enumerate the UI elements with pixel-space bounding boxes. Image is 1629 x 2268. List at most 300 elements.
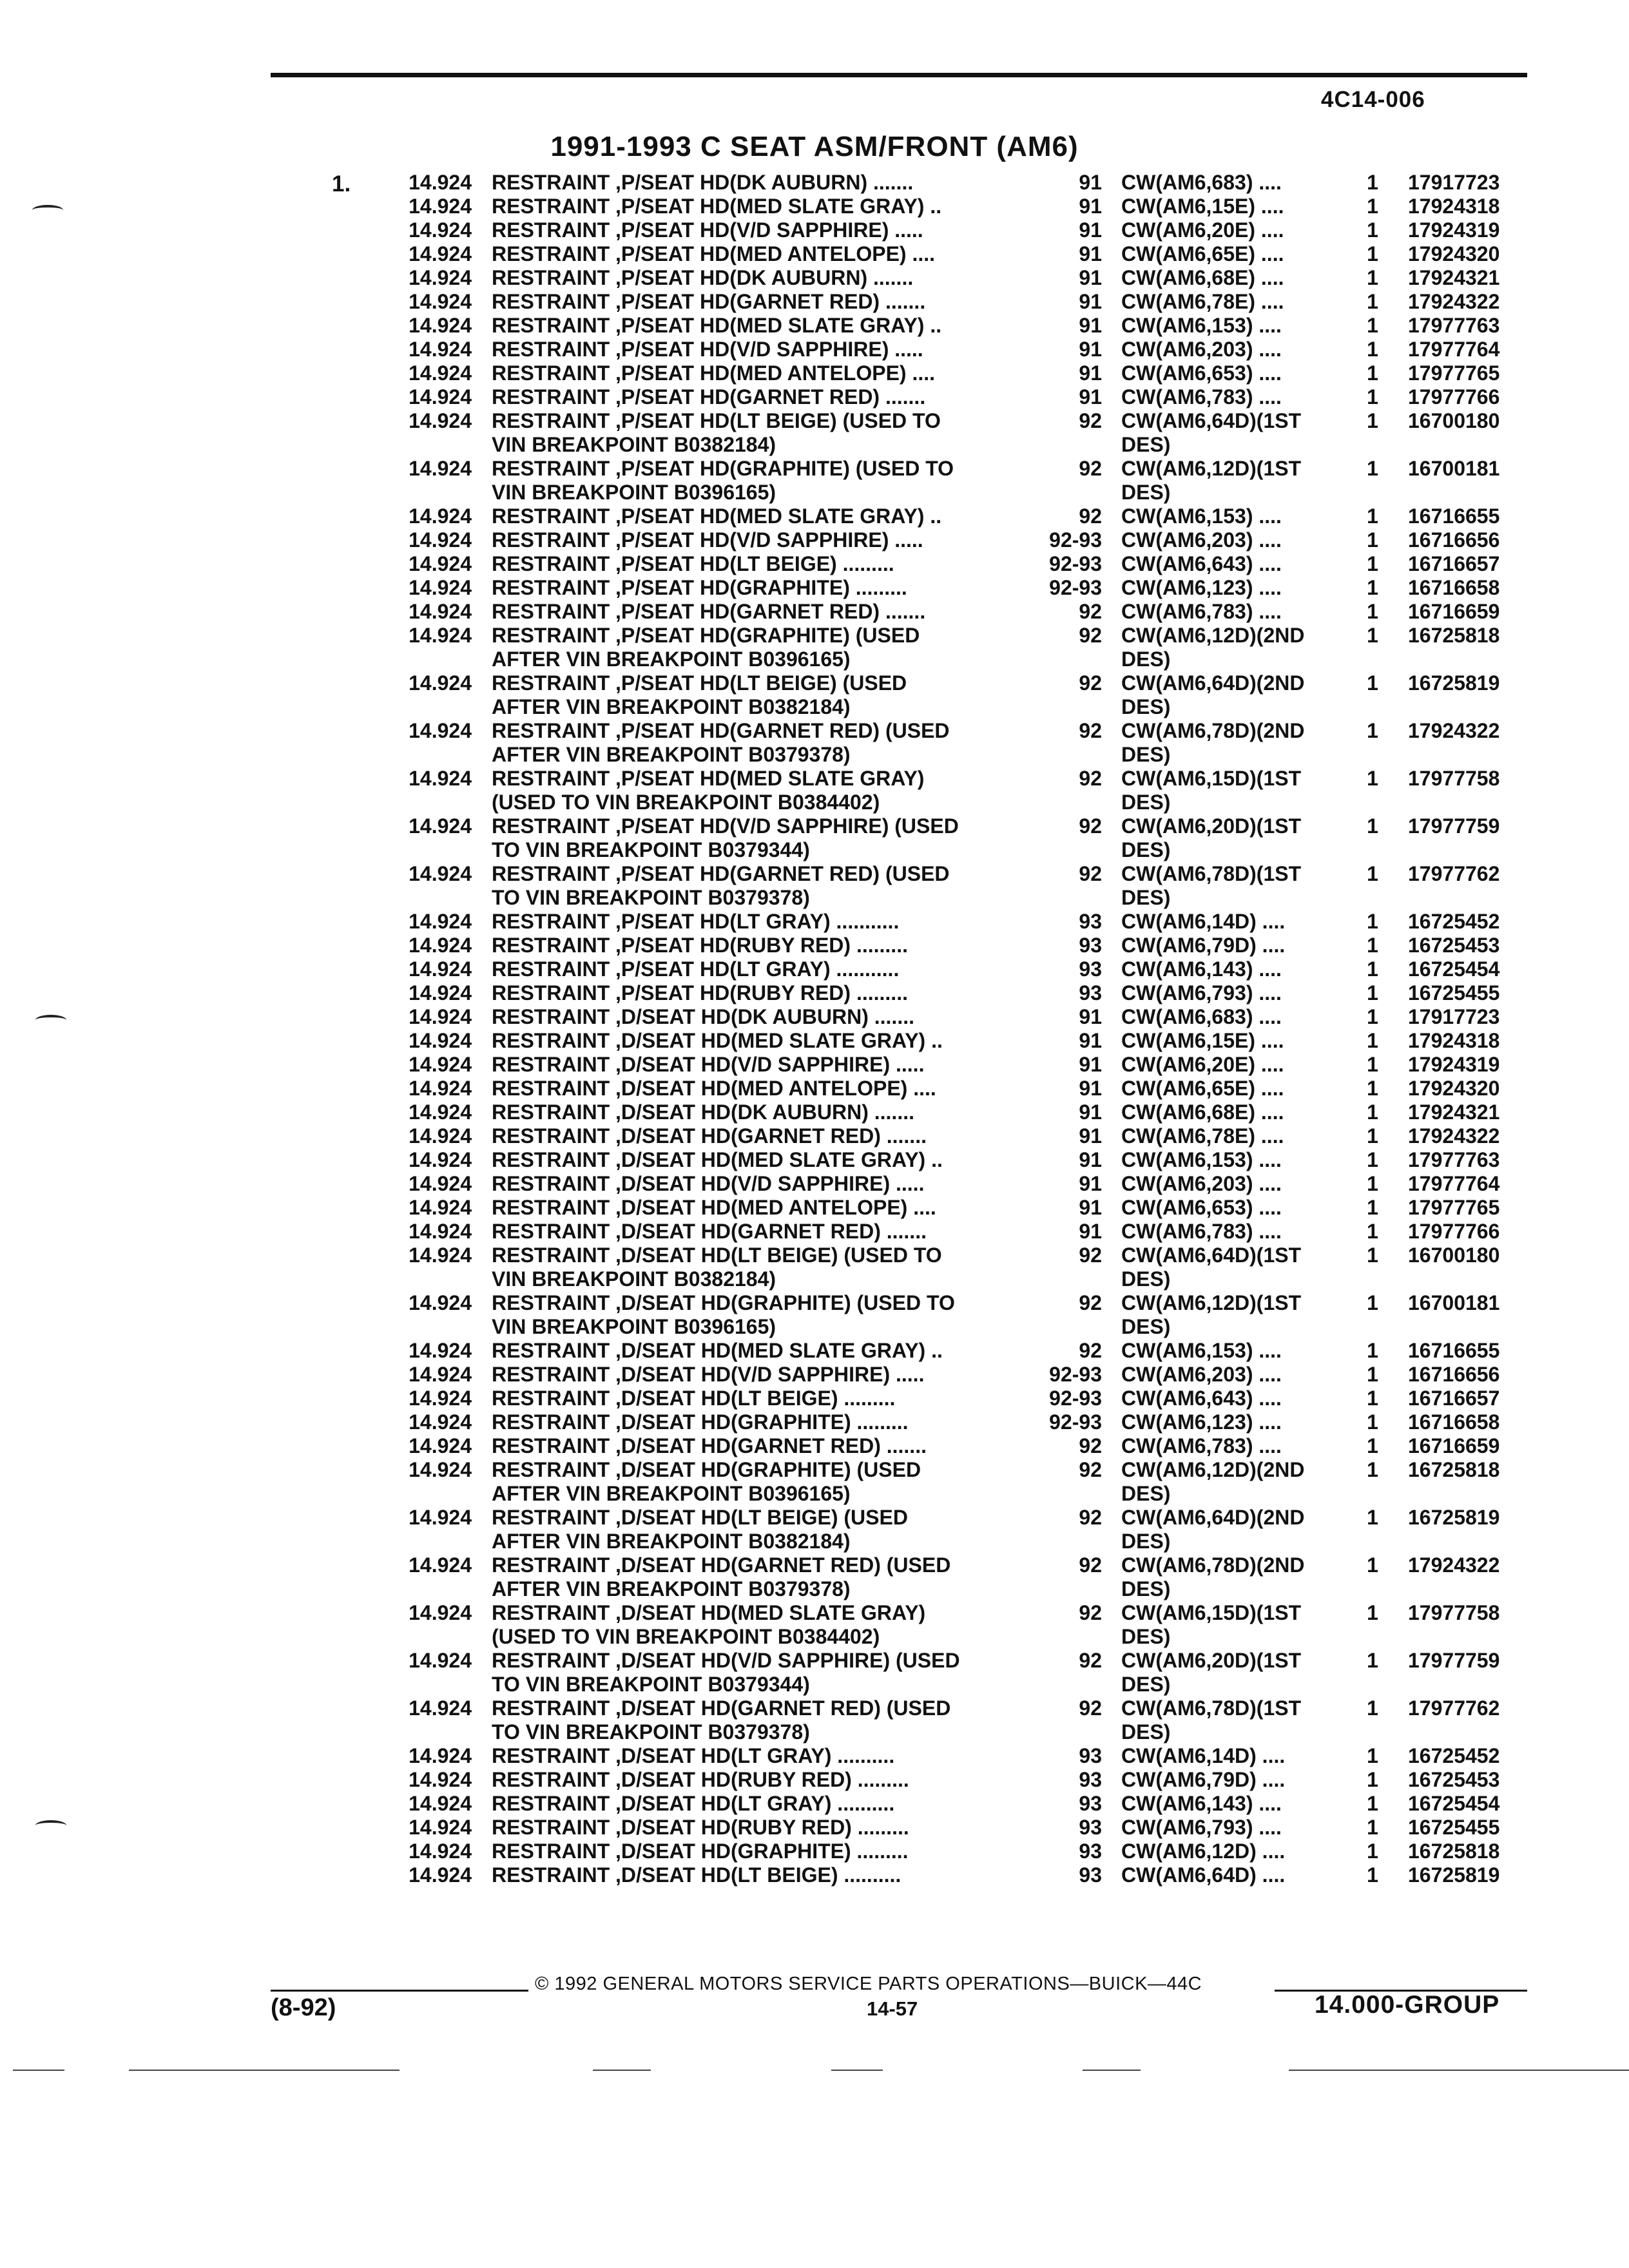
usage-reference: CW(AM6,643) .... (1121, 1387, 1282, 1410)
quantity: 1 (1367, 1005, 1378, 1028)
scan-line (13, 2070, 64, 2071)
usage-reference: CW(AM6,20E) .... (1121, 1053, 1284, 1076)
part-group-code: 14.924 (409, 218, 472, 242)
part-description: RESTRAINT ,D/SEAT HD(LT GRAY) .......... (492, 1792, 895, 1815)
table-row (0, 1363, 1629, 1387)
quantity: 1 (1367, 338, 1378, 361)
footer-date-code: (8-92) (271, 1994, 336, 2021)
quantity: 1 (1367, 242, 1378, 265)
quantity: 1 (1367, 1339, 1378, 1362)
part-group-code: 14.924 (409, 1434, 472, 1457)
part-number: 16725818 (1408, 1458, 1500, 1481)
usage-reference: CW(AM6,12D) .... (1121, 1840, 1286, 1863)
table-row (0, 1100, 1629, 1124)
part-description: RESTRAINT ,P/SEAT HD(RUBY RED) ......... (492, 934, 908, 957)
table-row (0, 719, 1629, 767)
model-years: 93 (1079, 1792, 1102, 1815)
part-group-code: 14.924 (409, 1244, 472, 1267)
table-row (0, 1029, 1629, 1053)
usage-reference: CW(AM6,15D)(1ST DES) (1121, 1601, 1302, 1648)
part-number: 16716658 (1408, 576, 1500, 599)
part-group-code: 14.924 (409, 1840, 472, 1863)
part-description: RESTRAINT ,P/SEAT HD(V/D SAPPHIRE) ..... (492, 338, 923, 361)
model-years: 92 (1079, 1696, 1102, 1720)
part-number: 17977765 (1408, 1196, 1500, 1219)
part-group-code: 14.924 (409, 600, 472, 623)
usage-reference: CW(AM6,683) .... (1121, 171, 1282, 194)
part-number: 16725453 (1408, 1768, 1500, 1791)
part-group-code: 14.924 (409, 910, 472, 933)
model-years: 92-93 (1049, 1363, 1102, 1386)
usage-reference: CW(AM6,14D) .... (1121, 1744, 1286, 1767)
model-years: 91 (1079, 242, 1102, 265)
model-years: 92 (1079, 1553, 1102, 1577)
part-group-code: 14.924 (409, 862, 472, 885)
part-group-code: 14.924 (409, 934, 472, 957)
part-number: 17977763 (1408, 314, 1500, 337)
table-row (0, 171, 1629, 195)
quantity: 1 (1367, 457, 1378, 480)
part-number: 16716656 (1408, 1363, 1500, 1386)
model-years: 92 (1079, 457, 1102, 480)
part-number: 17924321 (1408, 1100, 1500, 1124)
part-description: RESTRAINT ,D/SEAT HD(V/D SAPPHIRE) ..... (492, 1053, 925, 1076)
model-years: 92 (1079, 624, 1102, 647)
part-group-code: 14.924 (409, 957, 472, 981)
table-row (0, 1220, 1629, 1244)
part-group-code: 14.924 (409, 767, 472, 790)
part-number: 17924322 (1408, 1124, 1500, 1148)
part-description: RESTRAINT ,P/SEAT HD(LT GRAY) ........... (492, 957, 900, 981)
part-number: 17924321 (1408, 266, 1500, 289)
quantity: 1 (1367, 1148, 1378, 1171)
part-group-code: 14.924 (409, 1744, 472, 1767)
part-number: 17977765 (1408, 361, 1500, 385)
part-number: 17977764 (1408, 338, 1500, 361)
model-years: 91 (1079, 266, 1102, 289)
usage-reference: CW(AM6,15D)(1ST DES) (1121, 767, 1302, 814)
model-years: 91 (1079, 361, 1102, 385)
table-row (0, 1506, 1629, 1553)
model-years: 91 (1079, 1196, 1102, 1219)
part-description: RESTRAINT ,D/SEAT HD(V/D SAPPHIRE) ..... (492, 1172, 925, 1195)
table-row (0, 1768, 1629, 1792)
part-number: 17924319 (1408, 1053, 1500, 1076)
model-years: 92 (1079, 600, 1102, 623)
part-number: 17977758 (1408, 1601, 1500, 1624)
part-group-code: 14.924 (409, 195, 472, 218)
part-description: RESTRAINT ,P/SEAT HD(GARNET RED) ....... (492, 385, 926, 408)
table-row (0, 1339, 1629, 1363)
part-description: RESTRAINT ,D/SEAT HD(RUBY RED) ......... (492, 1768, 909, 1791)
item-number: 1. (332, 171, 351, 197)
quantity: 1 (1367, 1458, 1378, 1481)
quantity: 1 (1367, 266, 1378, 289)
part-group-code: 14.924 (409, 1339, 472, 1362)
model-years: 91 (1079, 314, 1102, 337)
model-years: 92 (1079, 1291, 1102, 1314)
model-years: 93 (1079, 981, 1102, 1004)
part-number: 17924318 (1408, 1029, 1500, 1052)
quantity: 1 (1367, 600, 1378, 623)
part-description: RESTRAINT ,D/SEAT HD(V/D SAPPHIRE) ..... (492, 1363, 925, 1386)
part-group-code: 14.924 (409, 1410, 472, 1434)
model-years: 91 (1079, 1148, 1102, 1171)
usage-reference: CW(AM6,12D)(2ND DES) (1121, 624, 1305, 671)
model-years: 92-93 (1049, 552, 1102, 575)
part-group-code: 14.924 (409, 1601, 472, 1624)
usage-reference: CW(AM6,143) .... (1121, 957, 1282, 981)
part-number: 16700180 (1408, 409, 1500, 432)
part-number: 16725453 (1408, 934, 1500, 957)
part-description: RESTRAINT ,D/SEAT HD(MED SLATE GRAY) .. (492, 1339, 943, 1362)
part-description: RESTRAINT ,D/SEAT HD(GARNET RED) (USED AFTER VIN BREAKPOINT B0379378) (492, 1553, 951, 1600)
quantity: 1 (1367, 505, 1378, 528)
table-row (0, 814, 1629, 862)
table-row (0, 1196, 1629, 1220)
part-group-code: 14.924 (409, 266, 472, 289)
part-description: RESTRAINT ,P/SEAT HD(LT GRAY) ........... (492, 910, 900, 933)
footer-copyright: © 1992 GENERAL MOTORS SERVICE PARTS OPERATIONS—BUICK—44C (535, 1974, 1202, 1994)
part-group-code: 14.924 (409, 1768, 472, 1791)
model-years: 93 (1079, 910, 1102, 933)
part-description: RESTRAINT ,P/SEAT HD(MED SLATE GRAY) .. (492, 505, 942, 528)
part-description: RESTRAINT ,D/SEAT HD(GRAPHITE) ......... (492, 1840, 909, 1863)
quantity: 1 (1367, 552, 1378, 575)
table-row (0, 1291, 1629, 1339)
table-row (0, 1148, 1629, 1172)
quantity: 1 (1367, 528, 1378, 552)
part-group-code: 14.924 (409, 1553, 472, 1577)
model-years: 93 (1079, 1816, 1102, 1839)
part-group-code: 14.924 (409, 338, 472, 361)
quantity: 1 (1367, 862, 1378, 885)
quantity: 1 (1367, 910, 1378, 933)
part-number: 16716655 (1408, 505, 1500, 528)
usage-reference: CW(AM6,783) .... (1121, 1434, 1282, 1457)
part-group-code: 14.924 (409, 981, 472, 1004)
model-years: 91 (1079, 338, 1102, 361)
part-group-code: 14.924 (409, 409, 472, 432)
table-row (0, 671, 1629, 719)
part-group-code: 14.924 (409, 1005, 472, 1028)
model-years: 91 (1079, 218, 1102, 242)
usage-reference: CW(AM6,79D) .... (1121, 1768, 1286, 1791)
model-years: 91 (1079, 1005, 1102, 1028)
quantity: 1 (1367, 1029, 1378, 1052)
scan-line (1289, 2070, 1629, 2071)
part-description: RESTRAINT ,P/SEAT HD(MED SLATE GRAY) .. (492, 314, 942, 337)
quantity: 1 (1367, 1553, 1378, 1577)
model-years: 91 (1079, 290, 1102, 313)
usage-reference: CW(AM6,653) .... (1121, 1196, 1282, 1219)
quantity: 1 (1367, 1863, 1378, 1887)
part-group-code: 14.924 (409, 290, 472, 313)
quantity: 1 (1367, 1100, 1378, 1124)
part-number: 17977764 (1408, 1172, 1500, 1195)
table-row (0, 1244, 1629, 1291)
part-number: 16725452 (1408, 1744, 1500, 1767)
part-group-code: 14.924 (409, 1291, 472, 1314)
model-years: 93 (1079, 1744, 1102, 1767)
table-row (0, 1053, 1629, 1077)
table-row (0, 1124, 1629, 1148)
part-description: RESTRAINT ,D/SEAT HD(GARNET RED) ....... (492, 1124, 927, 1148)
quantity: 1 (1367, 1696, 1378, 1720)
usage-reference: CW(AM6,65E) .... (1121, 1077, 1284, 1100)
model-years: 92 (1079, 767, 1102, 790)
table-row (0, 981, 1629, 1005)
part-group-code: 14.924 (409, 552, 472, 575)
usage-reference: CW(AM6,12D)(1ST DES) (1121, 1291, 1302, 1338)
quantity: 1 (1367, 1649, 1378, 1672)
footer-page-number: 14-57 (867, 1997, 918, 2020)
quantity: 1 (1367, 624, 1378, 647)
usage-reference: CW(AM6,203) .... (1121, 528, 1282, 552)
scan-line (1083, 2070, 1141, 2071)
part-group-code: 14.924 (409, 242, 472, 265)
parts-list (0, 171, 1629, 1887)
table-row (0, 1434, 1629, 1458)
table-row (0, 1816, 1629, 1840)
part-description: RESTRAINT ,D/SEAT HD(LT BEIGE) .......... (492, 1863, 901, 1887)
table-row (0, 1172, 1629, 1196)
usage-reference: CW(AM6,64D)(1ST DES) (1121, 409, 1302, 456)
table-row (0, 505, 1629, 528)
part-description: RESTRAINT ,P/SEAT HD(GARNET RED) (USED TO VIN BREAKPOINT B0379378) (492, 862, 950, 909)
part-number: 17924322 (1408, 719, 1500, 742)
model-years: 92 (1079, 862, 1102, 885)
usage-reference: CW(AM6,153) .... (1121, 505, 1282, 528)
model-years: 93 (1079, 957, 1102, 981)
model-years: 91 (1079, 1029, 1102, 1052)
part-description: RESTRAINT ,D/SEAT HD(MED SLATE GRAY) .. (492, 1148, 943, 1171)
quantity: 1 (1367, 385, 1378, 408)
part-number: 16725819 (1408, 671, 1500, 695)
part-number: 16716657 (1408, 552, 1500, 575)
model-years: 92 (1079, 1458, 1102, 1481)
model-years: 93 (1079, 934, 1102, 957)
model-years: 93 (1079, 1863, 1102, 1887)
quantity: 1 (1367, 814, 1378, 838)
table-row (0, 600, 1629, 624)
part-number: 17924320 (1408, 242, 1500, 265)
table-row (0, 767, 1629, 814)
part-group-code: 14.924 (409, 1148, 472, 1171)
part-number: 16725819 (1408, 1863, 1500, 1887)
model-years: 91 (1079, 1124, 1102, 1148)
usage-reference: CW(AM6,12D)(1ST DES) (1121, 457, 1302, 504)
model-years: 92 (1079, 409, 1102, 432)
table-row (0, 385, 1629, 409)
part-group-code: 14.924 (409, 1863, 472, 1887)
usage-reference: CW(AM6,153) .... (1121, 314, 1282, 337)
part-number: 17924322 (1408, 1553, 1500, 1577)
table-row (0, 1696, 1629, 1744)
part-group-code: 14.924 (409, 1696, 472, 1720)
quantity: 1 (1367, 576, 1378, 599)
model-years: 91 (1079, 1220, 1102, 1243)
usage-reference: CW(AM6,15E) .... (1121, 195, 1284, 218)
table-row (0, 862, 1629, 910)
usage-reference: CW(AM6,78D)(1ST DES) (1121, 862, 1302, 909)
model-years: 92-93 (1049, 1410, 1102, 1434)
quantity: 1 (1367, 1816, 1378, 1839)
part-number: 16725818 (1408, 1840, 1500, 1863)
table-row (0, 528, 1629, 552)
part-description: RESTRAINT ,D/SEAT HD(MED SLATE GRAY) .. (492, 1029, 943, 1052)
table-row (0, 1410, 1629, 1434)
usage-reference: CW(AM6,643) .... (1121, 552, 1282, 575)
part-description: RESTRAINT ,D/SEAT HD(LT BEIGE) ......... (492, 1387, 896, 1410)
part-group-code: 14.924 (409, 1100, 472, 1124)
usage-reference: CW(AM6,203) .... (1121, 1363, 1282, 1386)
table-row (0, 218, 1629, 242)
page-code: 4C14-006 (1321, 87, 1425, 112)
top-rule (271, 73, 1527, 77)
model-years: 92 (1079, 1506, 1102, 1529)
quantity: 1 (1367, 671, 1378, 695)
model-years: 92 (1079, 719, 1102, 742)
part-number: 17924322 (1408, 290, 1500, 313)
quantity: 1 (1367, 957, 1378, 981)
usage-reference: CW(AM6,78E) .... (1121, 290, 1284, 313)
part-description: RESTRAINT ,P/SEAT HD(GRAPHITE) (USED TO VIN BREAKPOINT B0396165) (492, 457, 954, 504)
model-years: 92-93 (1049, 1387, 1102, 1410)
table-row (0, 1863, 1629, 1887)
part-description: RESTRAINT ,P/SEAT HD(GARNET RED) (USED AFTER VIN BREAKPOINT B0379378) (492, 719, 950, 766)
quantity: 1 (1367, 171, 1378, 194)
quantity: 1 (1367, 361, 1378, 385)
quantity: 1 (1367, 1744, 1378, 1767)
usage-reference: CW(AM6,783) .... (1121, 385, 1282, 408)
table-row (0, 1553, 1629, 1601)
usage-reference: CW(AM6,793) .... (1121, 981, 1282, 1004)
part-group-code: 14.924 (409, 1387, 472, 1410)
usage-reference: CW(AM6,65E) .... (1121, 242, 1284, 265)
part-description: RESTRAINT ,P/SEAT HD(LT BEIGE) ......... (492, 552, 894, 575)
table-row (0, 338, 1629, 361)
part-description: RESTRAINT ,D/SEAT HD(GARNET RED) ....... (492, 1434, 927, 1457)
part-number: 16725819 (1408, 1506, 1500, 1529)
quantity: 1 (1367, 218, 1378, 242)
usage-reference: CW(AM6,79D) .... (1121, 934, 1286, 957)
model-years: 93 (1079, 1768, 1102, 1791)
table-row (0, 1792, 1629, 1816)
quantity: 1 (1367, 1387, 1378, 1410)
model-years: 91 (1079, 1172, 1102, 1195)
usage-reference: CW(AM6,153) .... (1121, 1148, 1282, 1171)
usage-reference: CW(AM6,143) .... (1121, 1792, 1282, 1815)
quantity: 1 (1367, 290, 1378, 313)
part-description: RESTRAINT ,D/SEAT HD(MED ANTELOPE) .... (492, 1196, 936, 1219)
part-description: RESTRAINT ,P/SEAT HD(V/D SAPPHIRE) ..... (492, 528, 923, 552)
part-number: 17977759 (1408, 814, 1500, 838)
part-description: RESTRAINT ,D/SEAT HD(LT BEIGE) (USED AFTER VIN BREAKPOINT B0382184) (492, 1506, 908, 1553)
quantity: 1 (1367, 409, 1378, 432)
usage-reference: CW(AM6,12D)(2ND DES) (1121, 1458, 1305, 1505)
model-years: 91 (1079, 171, 1102, 194)
table-row (0, 266, 1629, 290)
scan-line (593, 2070, 651, 2071)
quantity: 1 (1367, 1792, 1378, 1815)
part-group-code: 14.924 (409, 171, 472, 194)
part-description: RESTRAINT ,P/SEAT HD(DK AUBURN) ....... (492, 171, 914, 194)
part-group-code: 14.924 (409, 1816, 472, 1839)
part-description: RESTRAINT ,D/SEAT HD(GARNET RED) ....... (492, 1220, 927, 1243)
part-description: RESTRAINT ,P/SEAT HD(GRAPHITE) ......... (492, 576, 907, 599)
part-group-code: 14.924 (409, 1053, 472, 1076)
part-group-code: 14.924 (409, 719, 472, 742)
part-group-code: 14.924 (409, 457, 472, 480)
usage-reference: CW(AM6,20D)(1ST DES) (1121, 1649, 1302, 1696)
footer-group: 14.000-GROUP (1315, 1991, 1500, 2019)
part-group-code: 14.924 (409, 814, 472, 838)
part-group-code: 14.924 (409, 1649, 472, 1672)
part-number: 17977758 (1408, 767, 1500, 790)
part-description: RESTRAINT ,D/SEAT HD(RUBY RED) ......... (492, 1816, 909, 1839)
part-number: 17977762 (1408, 1696, 1500, 1720)
quantity: 1 (1367, 1196, 1378, 1219)
part-group-code: 14.924 (409, 1458, 472, 1481)
part-description: RESTRAINT ,D/SEAT HD(MED SLATE GRAY) (USED TO VIN BREAKPOINT B0384402) (492, 1601, 926, 1648)
quantity: 1 (1367, 1434, 1378, 1457)
part-group-code: 14.924 (409, 361, 472, 385)
part-description: RESTRAINT ,D/SEAT HD(GRAPHITE) (USED AFTER VIN BREAKPOINT B0396165) (492, 1458, 921, 1505)
part-number: 16716655 (1408, 1339, 1500, 1362)
part-description: RESTRAINT ,P/SEAT HD(V/D SAPPHIRE) ..... (492, 218, 923, 242)
model-years: 92-93 (1049, 528, 1102, 552)
table-row (0, 1077, 1629, 1100)
quantity: 1 (1367, 1506, 1378, 1529)
part-number: 17977763 (1408, 1148, 1500, 1171)
usage-reference: CW(AM6,203) .... (1121, 1172, 1282, 1195)
quantity: 1 (1367, 195, 1378, 218)
model-years: 92 (1079, 505, 1102, 528)
table-row (0, 1387, 1629, 1410)
part-number: 17924320 (1408, 1077, 1500, 1100)
usage-reference: CW(AM6,68E) .... (1121, 1100, 1284, 1124)
table-row (0, 1601, 1629, 1649)
part-description: RESTRAINT ,D/SEAT HD(V/D SAPPHIRE) (USED TO VIN BREAKPOINT B0379344) (492, 1649, 960, 1696)
part-group-code: 14.924 (409, 671, 472, 695)
table-row (0, 624, 1629, 671)
quantity: 1 (1367, 314, 1378, 337)
quantity: 1 (1367, 1840, 1378, 1863)
model-years: 91 (1079, 1053, 1102, 1076)
part-number: 16700181 (1408, 457, 1500, 480)
model-years: 91 (1079, 195, 1102, 218)
table-row (0, 195, 1629, 218)
usage-reference: CW(AM6,123) .... (1121, 1410, 1282, 1434)
quantity: 1 (1367, 1077, 1378, 1100)
table-row (0, 409, 1629, 457)
quantity: 1 (1367, 1244, 1378, 1267)
part-group-code: 14.924 (409, 1124, 472, 1148)
part-description: RESTRAINT ,P/SEAT HD(MED ANTELOPE) .... (492, 242, 936, 265)
quantity: 1 (1367, 1601, 1378, 1624)
table-row (0, 290, 1629, 314)
usage-reference: CW(AM6,793) .... (1121, 1816, 1282, 1839)
usage-reference: CW(AM6,153) .... (1121, 1339, 1282, 1362)
model-years: 92 (1079, 671, 1102, 695)
part-description: RESTRAINT ,D/SEAT HD(LT BEIGE) (USED TO VIN BREAKPOINT B0382184) (492, 1244, 942, 1291)
part-group-code: 14.924 (409, 576, 472, 599)
part-number: 17977762 (1408, 862, 1500, 885)
part-number: 16716658 (1408, 1410, 1500, 1434)
part-group-code: 14.924 (409, 385, 472, 408)
part-number: 16725454 (1408, 1792, 1500, 1815)
